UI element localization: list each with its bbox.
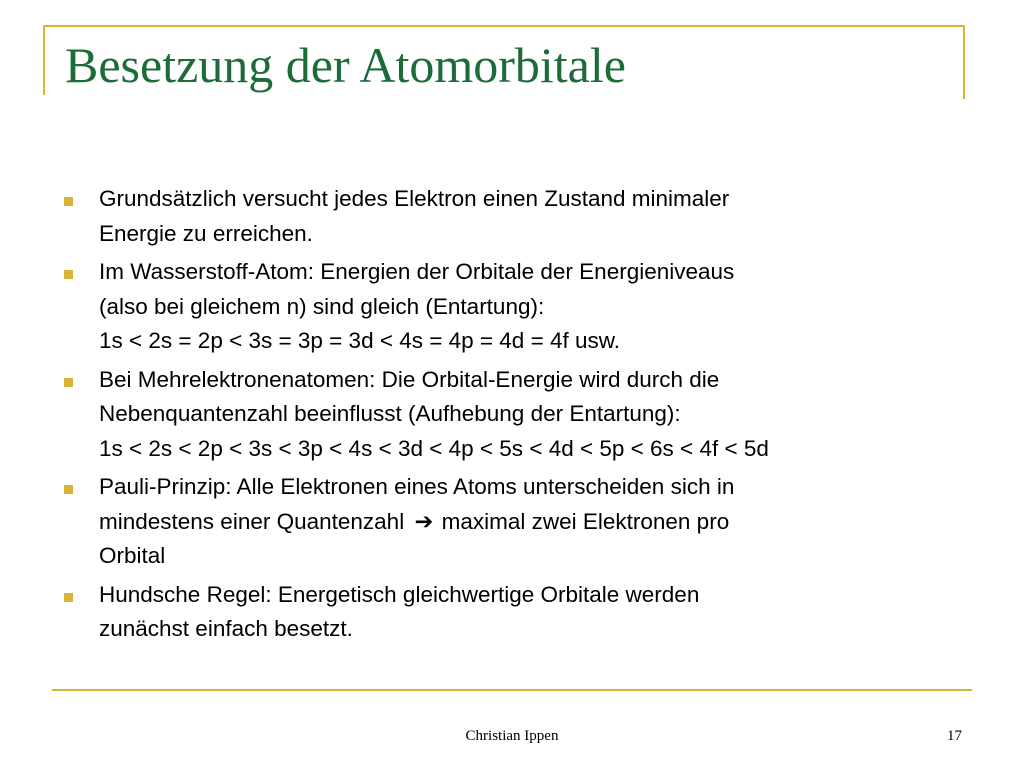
bullet-square-icon	[64, 378, 73, 387]
bullet-square-icon	[64, 197, 73, 206]
left-rule	[43, 25, 45, 95]
bullet-list	[62, 182, 962, 651]
slide-title: Besetzung der Atomorbitale	[65, 37, 626, 93]
bullet-square-icon	[64, 593, 73, 602]
bullet-text-line: zunächst einfach besetzt.	[99, 616, 353, 641]
bottom-rule	[52, 689, 972, 691]
bullet-text-line: Hundsche Regel: Energetisch gleichwertige Orbitale werden	[99, 581, 700, 607]
bullet-text-line	[99, 505, 962, 540]
top-rule	[43, 25, 965, 27]
arrow-right-icon: ➔	[414, 508, 434, 534]
bullet-text-line: Orbital	[99, 543, 166, 568]
bullet-text-line: Nebenquantenzahl beeinflusst (Aufhebung der Entartung):	[99, 401, 681, 426]
bullet-text-line: Im Wasserstoff-Atom: Energien der Orbitale der Energieniveaus	[99, 259, 735, 284]
bullet-item	[62, 470, 962, 574]
bullet-square-icon	[64, 485, 73, 494]
bullet-text-line: (also bei gleichem n) sind gleich (Entartung):	[99, 293, 545, 319]
bullet-text-line: Energie zu erreichen.	[99, 220, 313, 246]
bullet-square-icon	[64, 270, 73, 279]
footer-author: Christian Ippen	[465, 728, 559, 744]
page-number: 17	[947, 728, 962, 744]
bullet-text-line: 1s < 2s < 2p < 3s < 3p < 4s < 3d < 4p < 5s < 4d < 5p < 6s < 4f < 5d	[99, 435, 769, 461]
bullet-text-line: 1s < 2s = 2p < 3s = 3p = 3d < 4s = 4p = 4d = 4f usw.	[99, 328, 621, 353]
bullet-text-line: Bei Mehrelektronenatomen: Die Orbital-Energie wird durch die	[99, 366, 720, 392]
bullet-item	[62, 363, 962, 467]
bullet-item	[62, 182, 962, 251]
bullet-item	[62, 578, 962, 647]
bullet-text-line: Pauli-Prinzip: Alle Elektronen eines Atoms unterscheiden sich in	[99, 474, 735, 499]
bullet-text-line: Grundsätzlich versucht jedes Elektron einen Zustand minimaler	[99, 186, 730, 211]
bullet-text-segment: mindestens einer Quantenzahl	[99, 508, 405, 534]
right-rule	[963, 25, 965, 99]
bullet-text-segment: maximal zwei Elektronen pro	[441, 508, 730, 534]
bullet-item	[62, 255, 962, 359]
